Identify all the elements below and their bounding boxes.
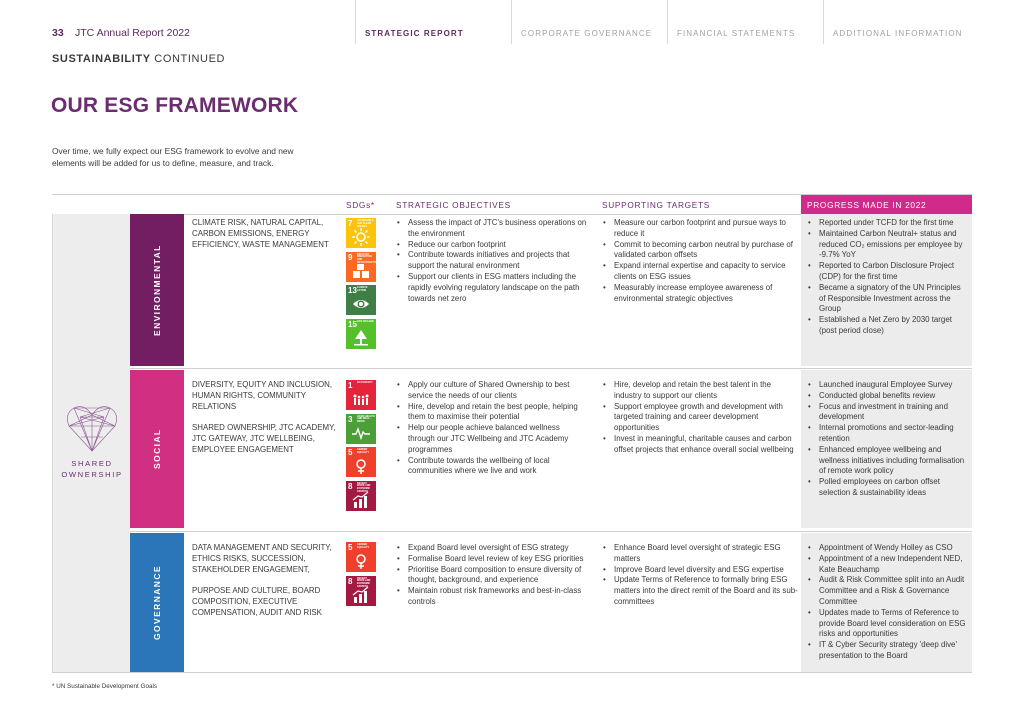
- governance-sdgs: [346, 542, 376, 609]
- social-label: SOCIAL: [152, 428, 162, 470]
- list-item: • Updates made to Terms of Reference to provide Board level consideration on ESG risks and opportunities: [807, 608, 969, 640]
- col-head-sdgs: SDGs*: [346, 200, 375, 210]
- list-item: • Reported to Carbon Disclosure Project (CDP) for the first time: [807, 261, 969, 283]
- social-progress: [801, 370, 972, 528]
- shared-ownership-panel: [52, 214, 130, 672]
- list-item: • Apply our culture of Shared Ownership to best service the needs of our clients: [396, 380, 588, 402]
- tab-strategic-report[interactable]: STRATEGIC REPORT: [355, 0, 511, 44]
- list-item: • Internal promotions and sector-leading retention: [807, 423, 969, 445]
- tab-financial-statements[interactable]: FINANCIAL STATEMENTS: [667, 0, 823, 44]
- governance-targets: [602, 543, 798, 608]
- list-item: • Conducted global benefits review: [807, 391, 969, 402]
- social-sdgs: [346, 380, 376, 514]
- report-title: JTC Annual Report 2022: [75, 27, 190, 39]
- list-item: • Assess the impact of JTC's business operations on the environment: [396, 218, 588, 240]
- table-bottom-rule: [52, 672, 972, 673]
- governance-topics: [192, 543, 342, 630]
- row-divider: [130, 531, 972, 532]
- topic-text: SHARED OWNERSHIP, JTC ACADEMY, JTC GATEWAY, JTC WELLBEING, EMPLOYEE ENGAGEMENT: [192, 423, 336, 454]
- list-item: • Enhance Board level oversight of strategic ESG matters: [602, 543, 798, 565]
- col-head-progress: PROGRESS MADE IN 2022: [801, 195, 972, 214]
- list-item: • Enhanced employee wellbeing and wellness initiatives including formalisation of remote work policy: [807, 445, 969, 477]
- list-item: • Established a Net Zero by 2030 target (post period close): [807, 315, 969, 337]
- sdg-9-icon: 9 INDUSTRY, INNOVATION AND INFRASTRUCTURE: [346, 252, 376, 282]
- social-targets: [602, 380, 798, 456]
- list-item: • Measure our carbon footprint and pursue ways to reduce it: [602, 218, 798, 240]
- list-item: • Maintain robust risk frameworks and best-in-class controls: [396, 586, 588, 608]
- governance-objectives: [396, 543, 588, 608]
- topic-text: DIVERSITY, EQUITY AND INCLUSION, HUMAN RIGHTS, COMMUNITY RELATIONS: [192, 380, 333, 411]
- list-item: • Commit to becoming carbon neutral by purchase of validated carbon offsets: [602, 240, 798, 262]
- environmental-band: [130, 214, 184, 366]
- tab-additional-information[interactable]: ADDITIONAL INFORMATION: [823, 0, 983, 44]
- shared-label: SHARED: [71, 459, 113, 468]
- list-item: • Invest in meaningful, charitable causes and carbon offset projects that enhance overall social wellbeing: [602, 434, 798, 456]
- top-navigation: [0, 0, 1024, 44]
- list-item: • Hire, develop and retain the best talent in the industry to support our clients: [602, 380, 798, 402]
- list-item: • Update Terms of Reference to formally bring ESG matters into the direct remit of the Board and its sub-committees: [602, 575, 798, 607]
- list-item: • Support employee growth and development with targeted training and career development opportunities: [602, 402, 798, 434]
- list-item: • Maintained Carbon Neutral+ status and reduced CO₂ emissions per employee by -9.7% YoY: [807, 229, 969, 261]
- list-item: • Appointment of a new Independent NED, Kate Beauchamp: [807, 554, 969, 576]
- row-divider: [130, 368, 972, 369]
- list-item: • Appointment of Wendy Holley as CSO: [807, 543, 969, 554]
- list-item: • Focus and investment in training and development: [807, 402, 969, 424]
- list-item: • Polled employees on carbon offset selection & sustainability ideas: [807, 477, 969, 499]
- heart-network-icon: [65, 404, 119, 454]
- governance-progress: [801, 533, 972, 672]
- ownership-label: OWNERSHIP: [61, 470, 123, 479]
- list-item: • Prioritise Board composition to ensure diversity of thought, background, and experience: [396, 565, 588, 587]
- environmental-targets: [602, 218, 798, 304]
- list-item: • Became a signatory of the UN Principles of Responsible Investment across the Group: [807, 283, 969, 315]
- environmental-objectives: [396, 218, 588, 304]
- list-item: • Reported under TCFD for the first time: [807, 218, 969, 229]
- list-item: • Formalise Board level review of key ESG priorities: [396, 554, 588, 565]
- list-item: • Expand internal expertise and capacity to service clients on ESG issues: [602, 261, 798, 283]
- list-item: • Contribute towards the wellbeing of local communities where we live and work: [396, 456, 588, 478]
- sdg-7-icon: 7 AFFORDABLE AND CLEAN ENERGY: [346, 218, 376, 248]
- sdg-8-icon: 8 DECENT WORK AND ECONOMIC GROWTH: [346, 481, 376, 511]
- sdg-13-icon: 13 CLIMATE ACTION: [346, 285, 376, 315]
- list-item: • Audit & Risk Committee split into an Audit Committee and a Risk & Governance Committee: [807, 575, 969, 607]
- list-item: • Reduce our carbon footprint: [396, 240, 588, 251]
- list-item: • Help our people achieve balanced wellness through our JTC Wellbeing and JTC Academy programmes: [396, 423, 588, 455]
- environmental-sdgs: [346, 218, 380, 352]
- page-title: OUR ESG FRAMEWORK: [51, 94, 299, 117]
- col-head-targets: SUPPORTING TARGETS: [602, 200, 711, 210]
- social-band: [130, 370, 184, 528]
- governance-band: [130, 533, 184, 672]
- governance-label: GOVERNANCE: [152, 565, 162, 640]
- sdg-15-icon: 15 LIFE ON LAND: [346, 319, 376, 349]
- list-item: • Contribute towards initiatives and projects that support the natural environment: [396, 250, 588, 272]
- section-label: SUSTAINABILITY CONTINUED: [52, 53, 226, 65]
- topic-text: PURPOSE AND CULTURE, BOARD COMPOSITION, EXECUTIVE COMPENSATION, AUDIT AND RISK: [192, 586, 322, 617]
- environmental-progress: [801, 214, 972, 366]
- list-item: • Expand Board level oversight of ESG strategy: [396, 543, 588, 554]
- sdg-8-icon: 8 DECENT WORK AND ECONOMIC GROWTH: [346, 576, 376, 606]
- list-item: • Support our clients in ESG matters including the rapidly evolving regulatory landscape on the path towards net zero: [396, 272, 588, 304]
- footnote: * UN Sustainable Development Goals: [52, 683, 158, 690]
- intro-text: Over time, we fully expect our ESG framework to evolve and new elements will be added for us to define, measure, and track.: [52, 146, 294, 168]
- tab-corporate-governance[interactable]: CORPORATE GOVERNANCE: [511, 0, 667, 44]
- topic-text: CLIMATE RISK, NATURAL CAPITAL, CARBON EMISSIONS, ENERGY EFFICIENCY, WASTE MANAGEMENT: [192, 218, 329, 249]
- social-topics: [192, 380, 342, 467]
- topic-text: DATA MANAGEMENT AND SECURITY, ETHICS RISKS, SUCCESSION, STAKEHOLDER ENGAGEMENT,: [192, 543, 332, 574]
- sdg-1-icon: 1 NO POVERTY: [346, 380, 376, 410]
- list-item: • Hire, develop and retain the best people, helping them to maximise their potential: [396, 402, 588, 424]
- list-item: • Launched inaugural Employee Survey: [807, 380, 969, 391]
- sdg-5-icon: 5 GENDER EQUALITY: [346, 542, 376, 572]
- environmental-label: ENVIRONMENTAL: [152, 244, 162, 336]
- environmental-topics: [192, 218, 342, 261]
- list-item: • IT & Cyber Security strategy 'deep dive' presentation to the Board: [807, 640, 969, 662]
- sdg-3-icon: 3 GOOD HEALTH AND WELL-BEING: [346, 414, 376, 444]
- col-head-objectives: STRATEGIC OBJECTIVES: [396, 200, 511, 210]
- list-item: • Measurably increase employee awareness of environmental strategic objectives: [602, 283, 798, 305]
- page-number: 33: [52, 27, 64, 39]
- sdg-5-icon: 5 GENDER EQUALITY: [346, 447, 376, 477]
- list-item: • Improve Board level diversity and ESG expertise: [602, 565, 798, 576]
- social-objectives: [396, 380, 588, 477]
